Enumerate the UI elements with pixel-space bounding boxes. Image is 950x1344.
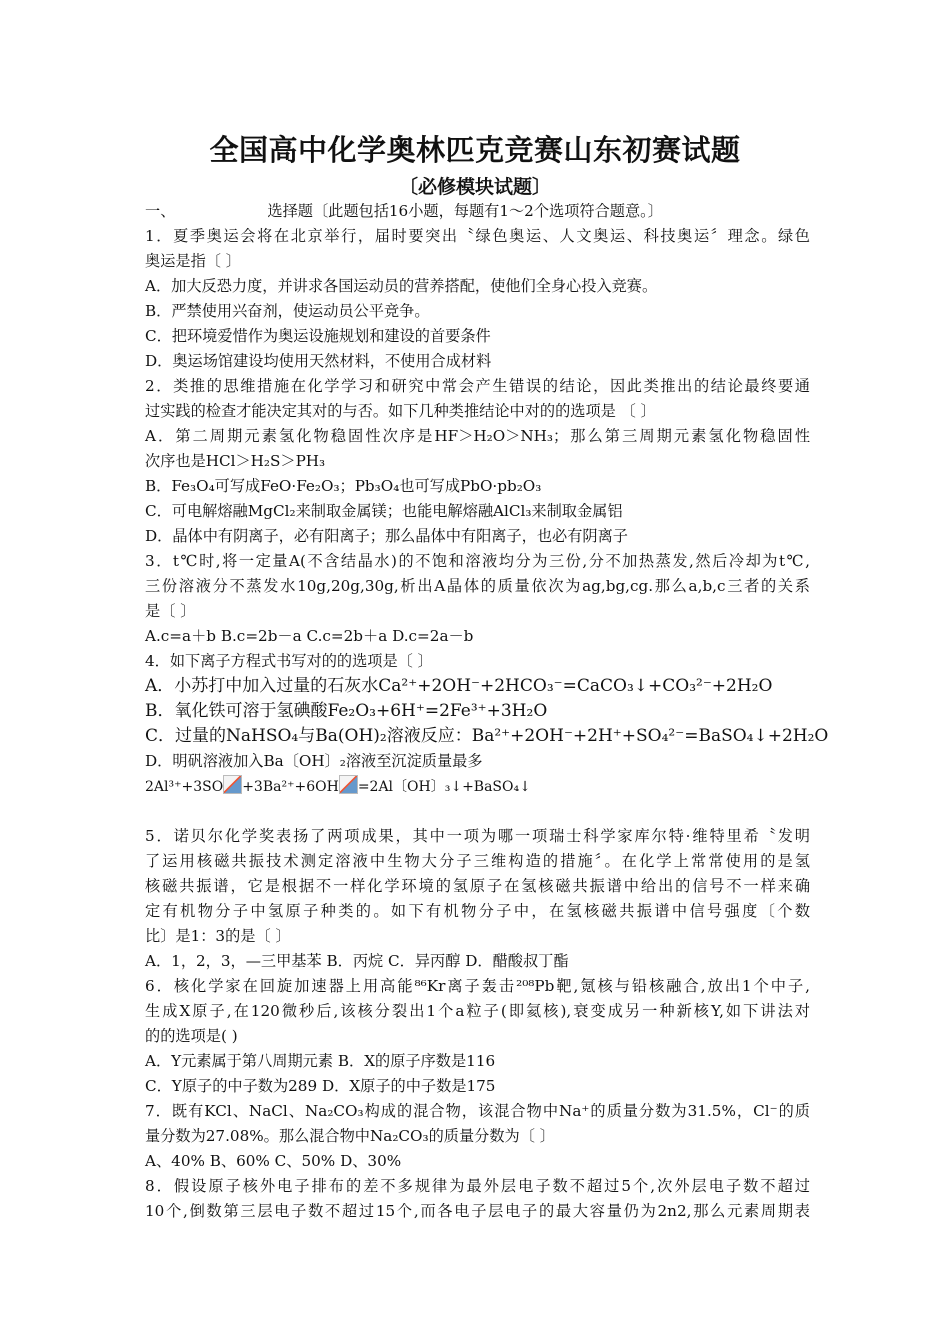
option-line: C．过量的NaHSO₄与Ba(OH)₂溶液反应：Ba²⁺+2OH⁻+2H⁺+SO₄²⁻=BaSO₄↓+2H₂O — [145, 726, 829, 746]
question-6-line: 生成X原子,在120微秒后,该核分裂出1个a粒子(即氦核),衰变成另一种新核Y,如下讲法对 — [145, 1002, 810, 1020]
question-8-line: 8．假设原子核外电子排布的差不多规律为最外层电子数不超过5个,次外层电子数不超过 — [145, 1177, 810, 1195]
question-5-line: 定有机物分子中氢原子种类的。如下有机物分子中，在氢核磁共振谱中信号强度〔个数 — [145, 902, 810, 920]
option-line: D．明矾溶液加入Ba〔OH〕₂溶液至沉淀质量最多 — [145, 752, 483, 770]
option-line: C．可电解熔融MgCl₂来制取金属镁；也能电解熔融AlCl₃来制取金属铝 — [145, 502, 623, 520]
question-8-line: 10个,倒数第三层电子数不超过15个,而各电子层电子的最大容量仍为2n2,那么元素周期表 — [145, 1202, 810, 1220]
option-line: B．严禁使用兴奋剂，使运动员公平竞争。 — [145, 302, 430, 320]
question-2-line: 过实践的检查才能决定其对的与否。如下几种类推结论中对的的选项是 〔 〕 — [145, 402, 656, 420]
option-line: D．晶体中有阴离子，必有阳离子；那么晶体中有阳离子，也必有阴离子 — [145, 527, 628, 545]
option-line: A、40% B、60% C、50% D、30% — [145, 1152, 402, 1170]
option-line: B．氧化铁可溶于氢碘酸Fe₂O₃+6H⁺=2Fe³⁺+3H₂O — [145, 701, 548, 721]
option-line: A．1，2，3，—三甲基苯 B．丙烷 C．异丙醇 D．醋酸叔丁酯 — [145, 952, 569, 970]
option-line: A．Y元素属于第八周期元素 B．X的原子序数是116 — [145, 1052, 496, 1070]
question-1-line: 1．夏季奥运会将在北京举行，届时要突出〝绿色奥运、人文奥运、科技奥运〞理念。绿色 — [145, 227, 810, 245]
missing-image-icon — [339, 775, 358, 794]
question-5-line: 核磁共振谱，它是根据不一样化学环境的氢原子在氢核磁共振谱中给出的信号不一样来确 — [145, 877, 810, 895]
question-3-line: 三份溶液分不蒸发水10g,20g,30g,析出A晶体的质量依次为ag,bg,cg.那么a,b,c三者的关系 — [145, 577, 810, 595]
page-subtitle: 〔必修模块试题〕 — [398, 176, 551, 198]
option-line: A．小苏打中加入过量的石灰水Ca²⁺+2OH⁻+2HCO₃⁻=CaCO₃↓+CO₃²⁻+2H₂O — [145, 676, 773, 696]
question-5-line: 比〕是1：3的是〔 〕 — [145, 927, 291, 945]
missing-image-icon — [223, 775, 242, 794]
option-line: C．把环境爱惜作为奥运设施规划和建设的首要条件 — [145, 327, 491, 345]
question-3-line: 是〔 〕 — [145, 602, 196, 620]
question-1-line: 奥运是指〔 〕 — [145, 252, 241, 270]
option-line: D．奥运场馆建设均使用天然材料，不使用合成材料 — [145, 352, 492, 370]
option-line: 次序也是HCl＞H₂S＞PH₃ — [145, 452, 326, 470]
question-7-line: 量分数为27.08%。那么混合物中Na₂CO₃的质量分数为〔 〕 — [145, 1127, 555, 1145]
question-6-line: 的的选项是( ) — [145, 1027, 238, 1045]
option-line: A.c=a＋b B.c=2b－a C.c=2b＋a D.c=2a－b — [145, 627, 474, 645]
question-7-line: 7．既有KCl、NaCl、Na₂CO₃构成的混合物，该混合物中Na⁺的质量分数为31.5%，Cl⁻的质 — [145, 1102, 810, 1120]
question-4-line: 4．如下离子方程式书写对的的选项是〔 〕 — [145, 652, 433, 670]
question-2-line: 2．类推的思维措施在化学学习和研究中常会产生错误的结论，因此类推出的结论最终要通 — [145, 377, 810, 395]
option-line: C．Y原子的中子数为289 D．X原子的中子数是175 — [145, 1077, 496, 1095]
question-5-line: 了运用核磁共振技术测定溶液中生物大分子三维构造的措施〞。在化学上常常使用的是氢 — [145, 852, 810, 870]
section-heading: 一、 选择题〔此题包括16小题，每题有1～2个选项符合题意。〕 — [145, 202, 663, 220]
option-line: A．加大反恐力度，并讲求各国运动员的营养搭配，使他们全身心投入竞赛。 — [145, 277, 658, 295]
question-6-line: 6．核化学家在回旋加速器上用高能⁸⁶Kr离子轰击²⁰⁸Pb靶,氪核与铅核融合,放出1个中子, — [145, 977, 810, 995]
question-3-line: 3．t℃时,将一定量A(不含结晶水)的不饱和溶液均分为三份,分不加热蒸发,然后冷却为t℃, — [145, 552, 810, 570]
page-title: 全国高中化学奥林匹克竞赛山东初赛试题 — [209, 133, 741, 167]
equation-line: 2Al³⁺+3SO +3Ba²⁺+6OH =2Al〔OH〕₃↓+BaSO₄↓ — [145, 775, 810, 799]
option-line: A．第二周期元素氢化物稳固性次序是HF＞H₂O＞NH₃；那么第三周期元素氢化物稳固性 — [145, 427, 810, 445]
option-line: B．Fe₃O₄可写成FeO·Fe₂O₃；Pb₃O₄也可写成PbO·pb₂O₃ — [145, 477, 542, 495]
question-5-line: 5．诺贝尔化学奖表扬了两项成果，其中一项为哪一项瑞士科学家库尔特·维特里希〝发明 — [145, 827, 810, 845]
